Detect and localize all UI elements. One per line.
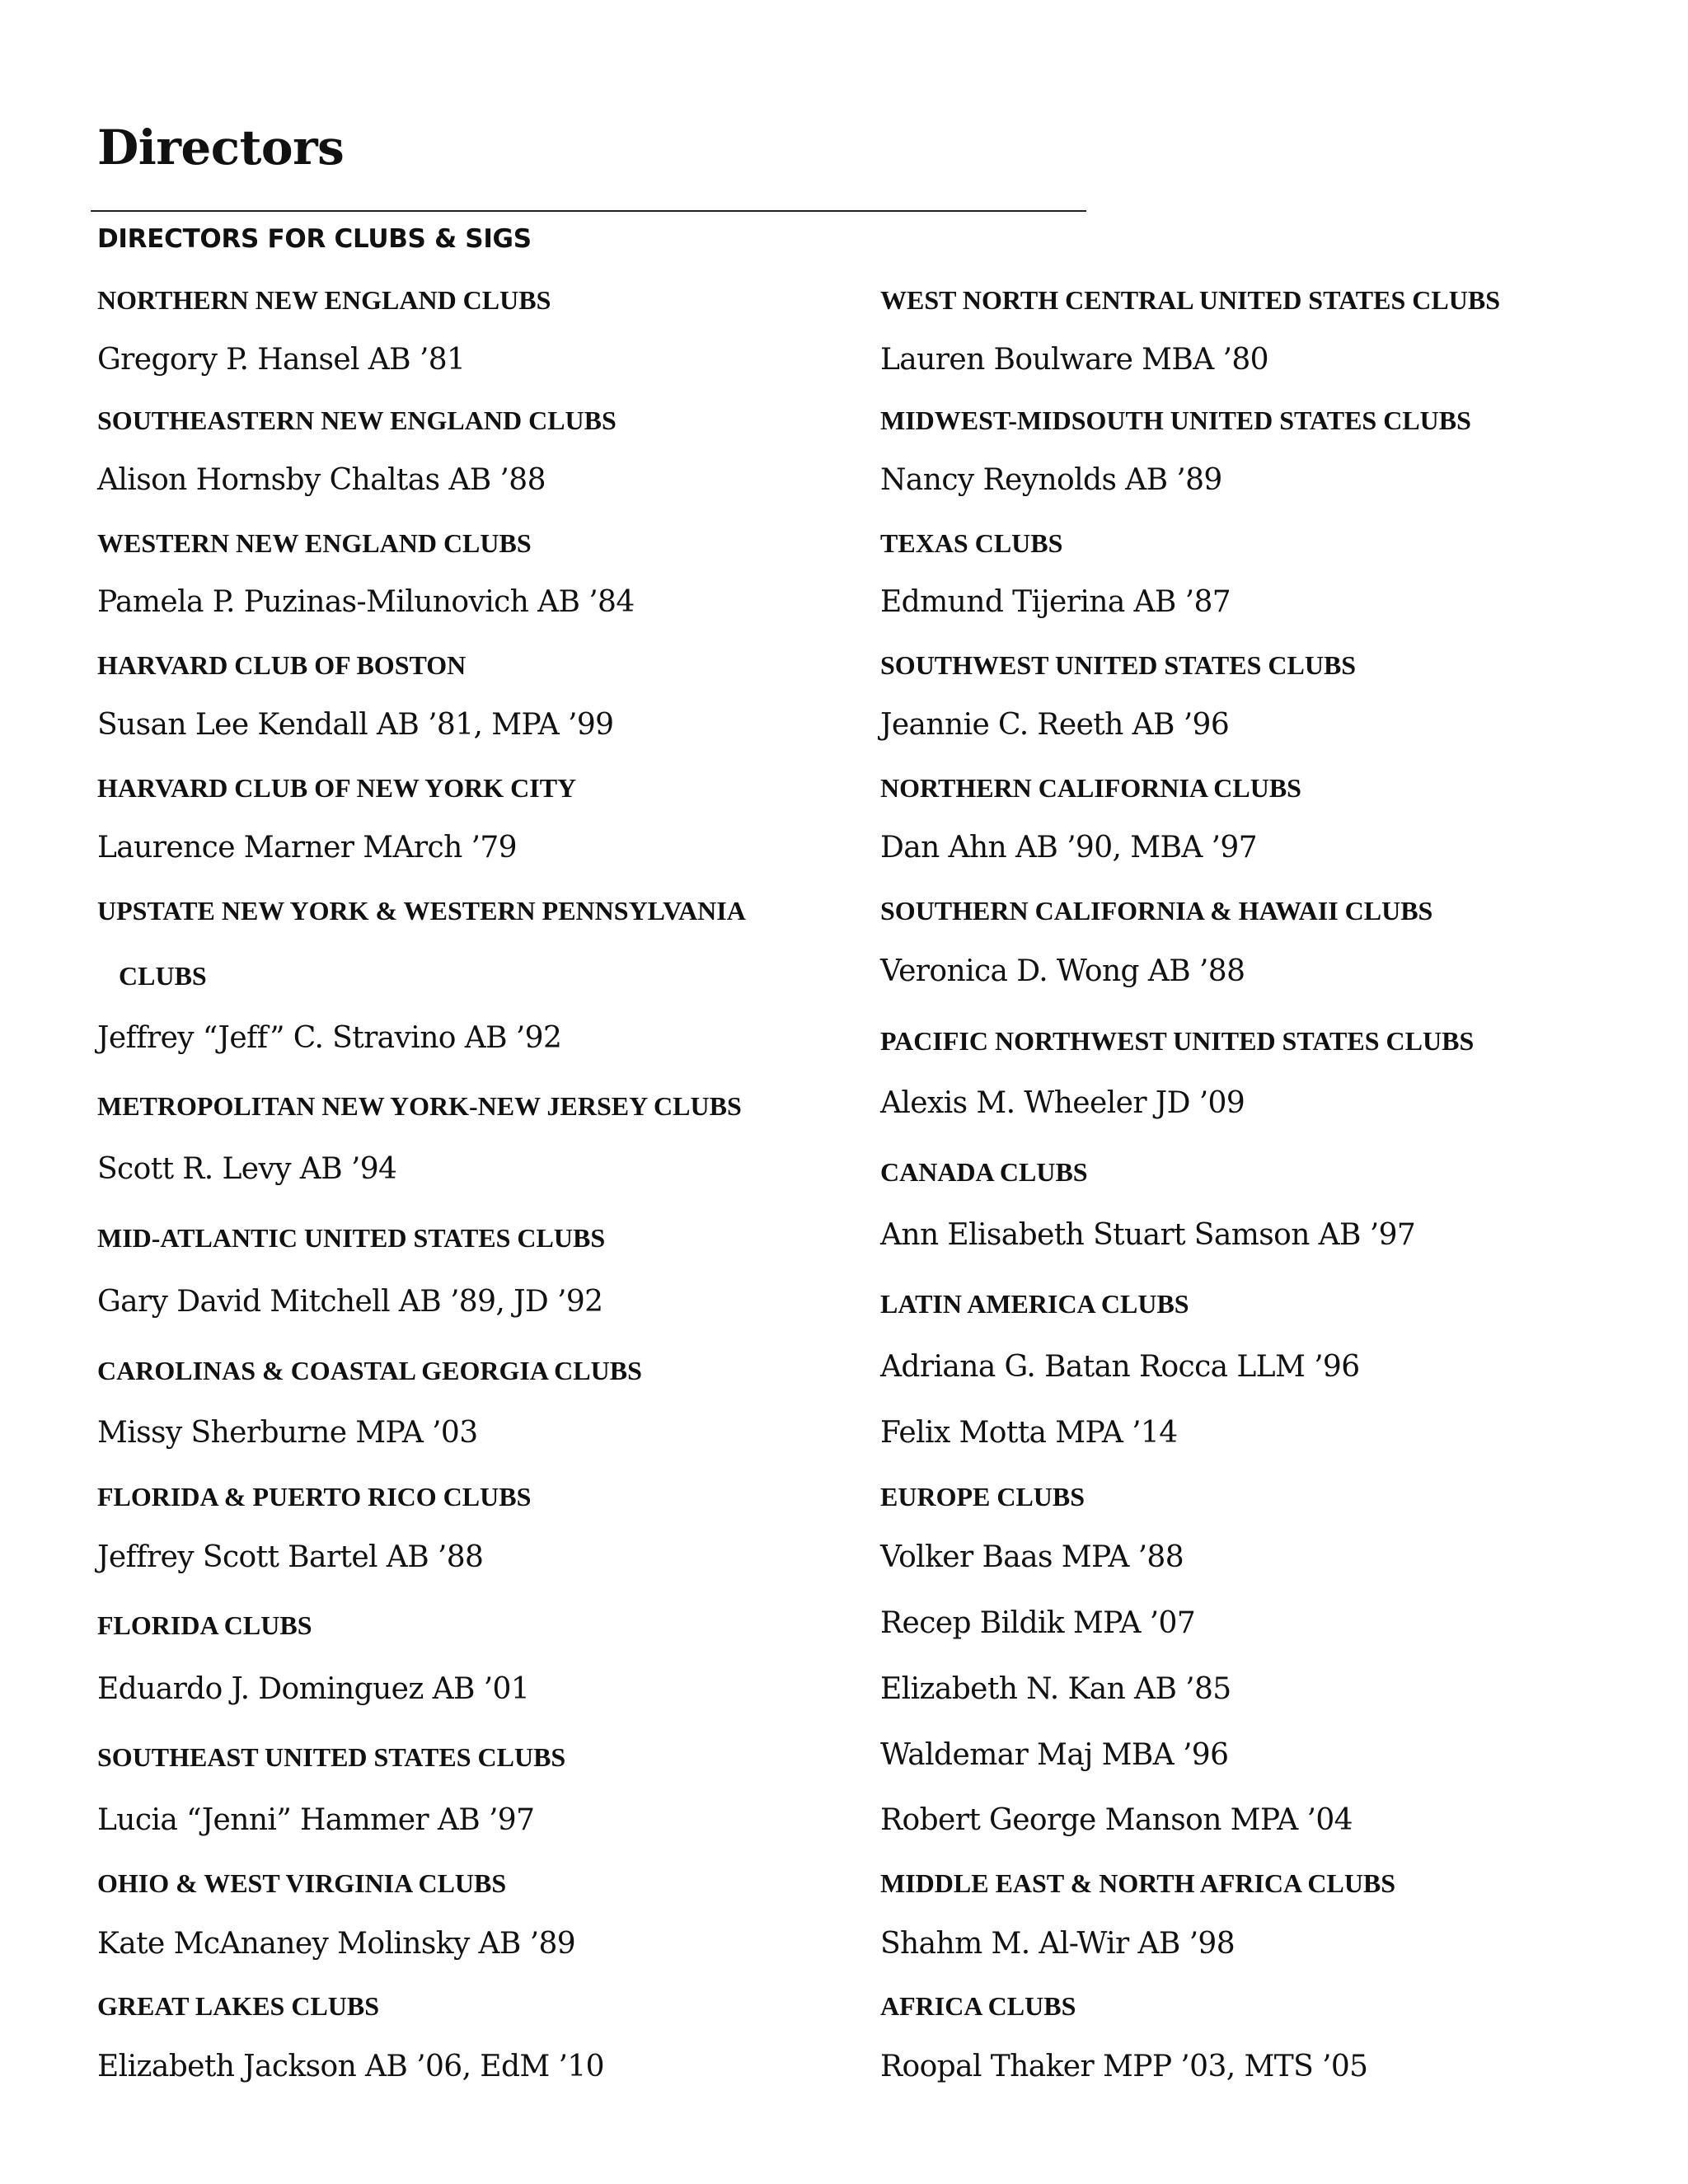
director-name: Waldemar Maj MBA ’96: [880, 1738, 1229, 1772]
director-name: Alexis M. Wheeler JD ’09: [880, 1086, 1245, 1120]
club-name: PACIFIC NORTHWEST UNITED STATES CLUBS: [880, 1026, 1475, 1056]
director-name: Dan Ahn AB ’90, MBA ’97: [880, 831, 1258, 865]
club-name: SOUTHERN CALIFORNIA & HAWAII CLUBS: [880, 896, 1433, 926]
club-name: MIDDLE EAST & NORTH AFRICA CLUBS: [880, 1868, 1396, 1898]
director-name: Gary David Mitchell AB ’89, JD ’92: [97, 1285, 603, 1319]
club-name: FLORIDA & PUERTO RICO CLUBS: [97, 1482, 532, 1511]
director-name: Robert George Manson MPA ’04: [880, 1803, 1353, 1837]
club-name: MID-ATLANTIC UNITED STATES CLUBS: [97, 1223, 606, 1253]
director-name: Eduardo J. Dominguez AB ’01: [97, 1672, 530, 1706]
director-name: Laurence Marner MArch ’79: [97, 831, 517, 865]
club-name: MIDWEST-MIDSOUTH UNITED STATES CLUBS: [880, 405, 1471, 435]
director-name: Lucia “Jenni” Hammer AB ’97: [97, 1803, 535, 1837]
director-name: Alison Hornsby Chaltas AB ’88: [97, 463, 546, 497]
club-name: METROPOLITAN NEW YORK-NEW JERSEY CLUBS: [97, 1091, 742, 1121]
director-name: Edmund Tijerina AB ’87: [880, 585, 1231, 619]
page-title: Directors: [97, 120, 345, 176]
club-name-continued: CLUBS: [119, 961, 207, 991]
section-heading: DIRECTORS FOR CLUBS & SIGS: [97, 224, 532, 254]
club-name: OHIO & WEST VIRGINIA CLUBS: [97, 1868, 507, 1898]
club-name: WESTERN NEW ENGLAND CLUBS: [97, 528, 532, 558]
club-name: NORTHERN CALIFORNIA CLUBS: [880, 773, 1301, 803]
director-name: Ann Elisabeth Stuart Samson AB ’97: [880, 1218, 1416, 1252]
director-name: Kate McAnaney Molinsky AB ’89: [97, 1927, 576, 1961]
director-name: Jeannie C. Reeth AB ’96: [880, 708, 1230, 742]
club-name: CAROLINAS & COASTAL GEORGIA CLUBS: [97, 1356, 642, 1385]
director-name: Shahm M. Al-Wir AB ’98: [880, 1927, 1236, 1961]
club-name: LATIN AMERICA CLUBS: [880, 1289, 1189, 1319]
director-name: Jeffrey “Jeff” C. Stravino AB ’92: [97, 1021, 562, 1055]
director-name: Gregory P. Hansel AB ’81: [97, 343, 466, 377]
club-name: SOUTHEAST UNITED STATES CLUBS: [97, 1742, 566, 1772]
director-name: Recep Bildik MPA ’07: [880, 1606, 1196, 1640]
director-name: Volker Baas MPA ’88: [880, 1540, 1184, 1574]
left-column: [97, 0, 839, 2184]
club-name: SOUTHEASTERN NEW ENGLAND CLUBS: [97, 405, 617, 435]
director-name: Nancy Reynolds AB ’89: [880, 463, 1222, 497]
director-name: Elizabeth N. Kan AB ’85: [880, 1672, 1231, 1706]
director-name: Veronica D. Wong AB ’88: [880, 954, 1245, 988]
club-name: GREAT LAKES CLUBS: [97, 1991, 380, 2021]
director-name: Lauren Boulware MBA ’80: [880, 343, 1268, 377]
director-name: Scott R. Levy AB ’94: [97, 1152, 397, 1186]
club-name: CANADA CLUBS: [880, 1157, 1088, 1187]
director-name: Adriana G. Batan Rocca LLM ’96: [880, 1350, 1360, 1384]
director-name: Roopal Thaker MPP ’03, MTS ’05: [880, 2050, 1368, 2083]
director-name: Pamela P. Puzinas-Milunovich AB ’84: [97, 585, 635, 619]
club-name: TEXAS CLUBS: [880, 528, 1063, 558]
club-name: UPSTATE NEW YORK & WESTERN PENNSYLVANIA: [97, 896, 746, 926]
director-name: Felix Motta MPA ’14: [880, 1416, 1178, 1450]
director-name: Jeffrey Scott Bartel AB ’88: [97, 1540, 484, 1574]
club-name: FLORIDA CLUBS: [97, 1610, 312, 1640]
club-name: EUROPE CLUBS: [880, 1482, 1085, 1511]
club-name: NORTHERN NEW ENGLAND CLUBS: [97, 285, 551, 315]
club-name: HARVARD CLUB OF NEW YORK CITY: [97, 773, 577, 803]
club-name: HARVARD CLUB OF BOSTON: [97, 650, 467, 680]
director-name: Susan Lee Kendall AB ’81, MPA ’99: [97, 708, 614, 742]
club-name: WEST NORTH CENTRAL UNITED STATES CLUBS: [880, 285, 1500, 315]
director-name: Elizabeth Jackson AB ’06, EdM ’10: [97, 2050, 604, 2083]
right-column: [880, 0, 1672, 2184]
club-name: AFRICA CLUBS: [880, 1991, 1076, 2021]
club-name: SOUTHWEST UNITED STATES CLUBS: [880, 650, 1357, 680]
director-name: Missy Sherburne MPA ’03: [97, 1416, 478, 1450]
